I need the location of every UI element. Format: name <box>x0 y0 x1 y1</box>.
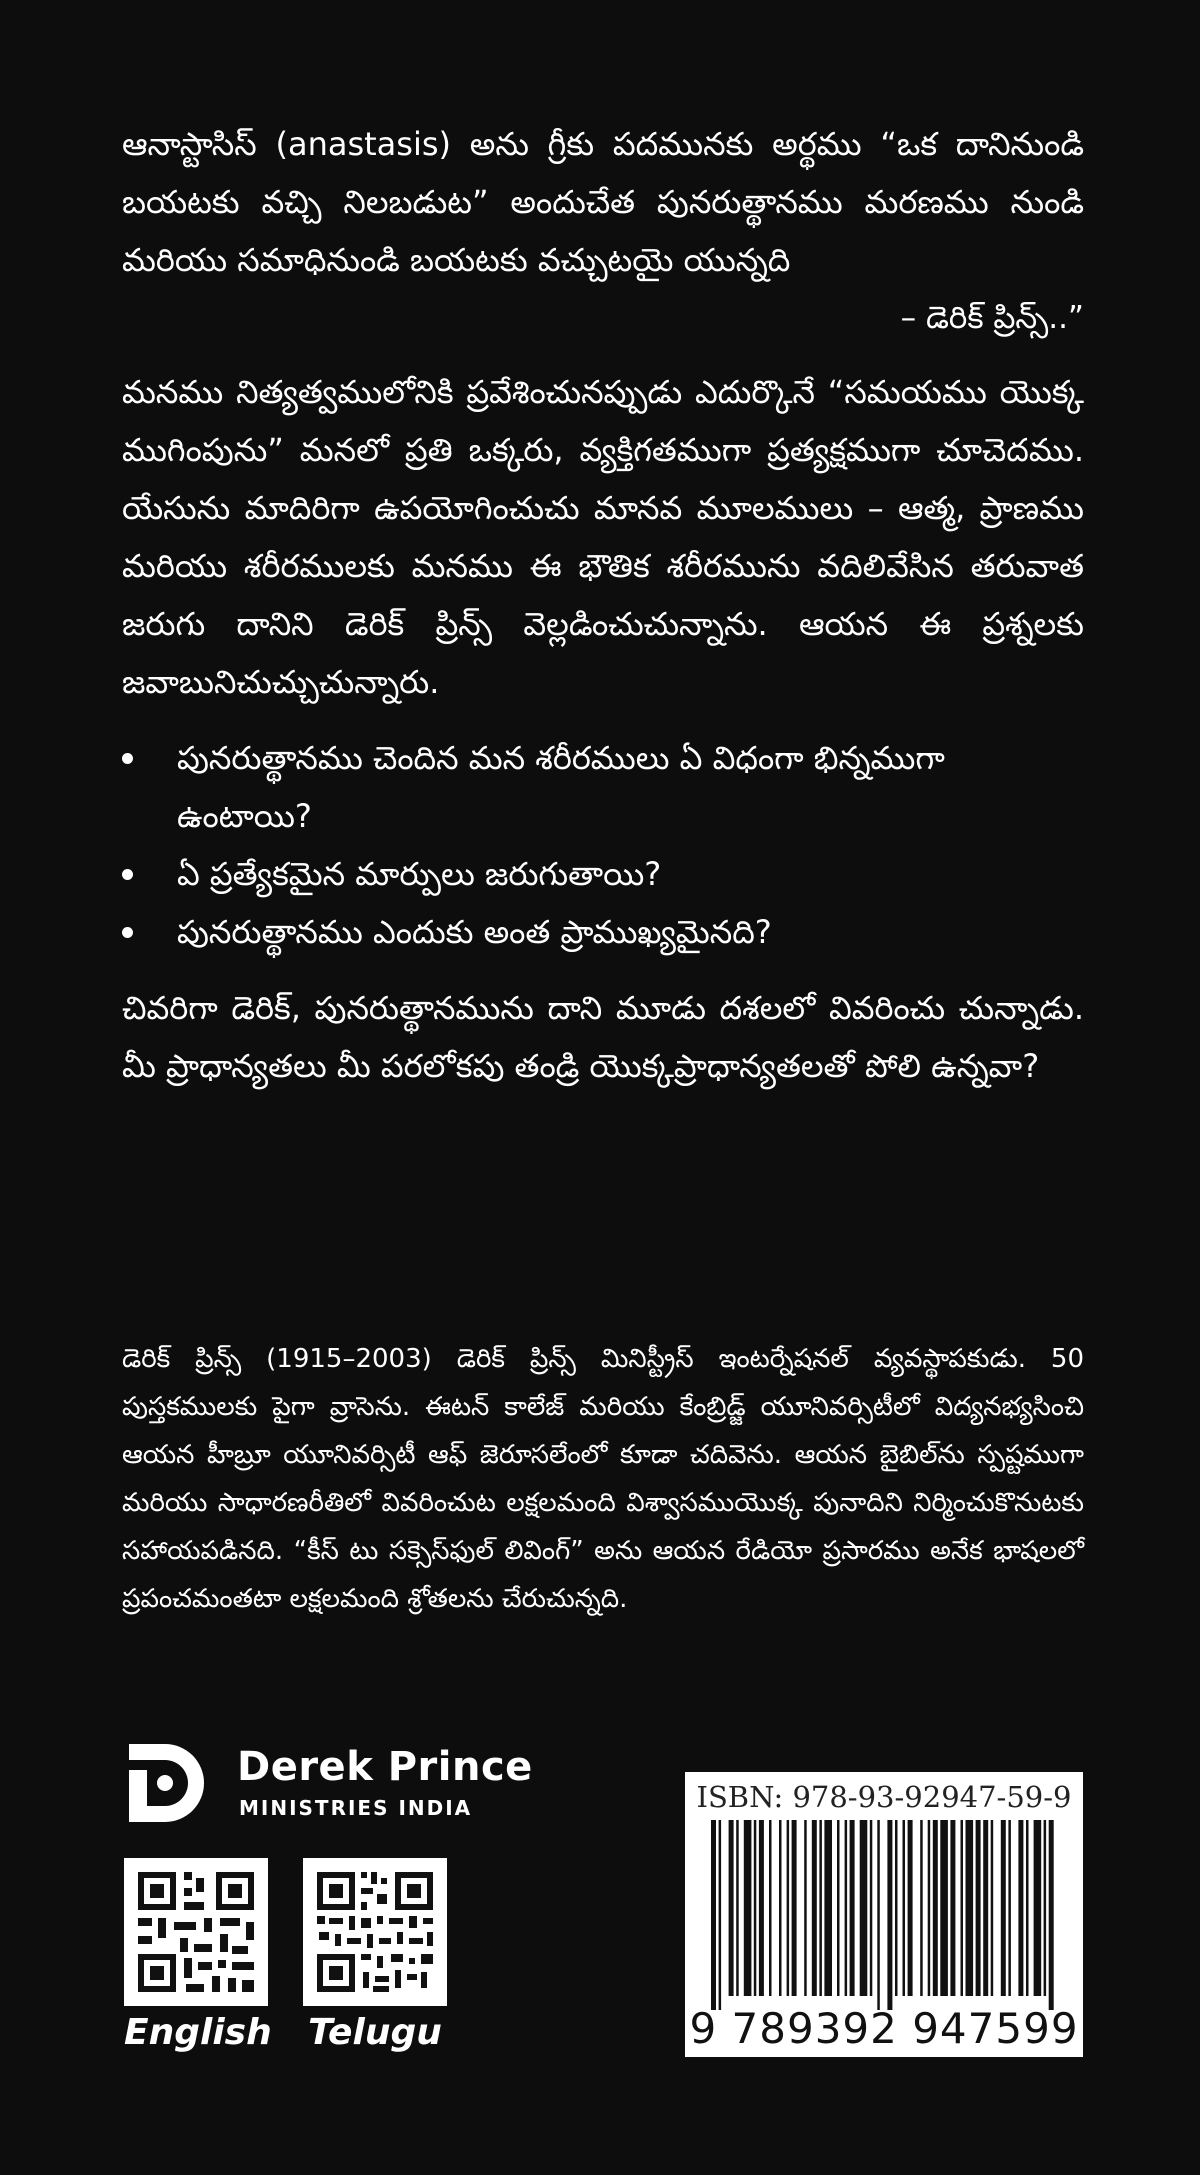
qr-code-english[interactable] <box>124 1858 268 2006</box>
barcode-bar <box>729 1820 734 1996</box>
barcode-bar <box>1034 1820 1042 1996</box>
barcode-bar <box>870 1820 873 1996</box>
bio-paragraph: డెరిక్ ప్రిన్స్ (1915–2003) డెరిక్ ప్రిన్స్ మినిస్ట్రీస్ ఇంటర్నేషనల్ వ్యవస్థాపకుడు. 50 పుస్తకములకు పైగా వ్రాసెను. ఈటన్ కాలేజ్ మరియు కేంబ్రిడ్జ్ యూనివర్సిటీలో విద్యనభ్యసించి ఆయన హీబ్రూ యూనివర్సిటీ ఆఫ్ జెరూసలేంలో కూడా చదివెను. ఆయన బైబిల్‌ను స్పష్టముగా మరియు సాధారణరీతిలో వివరించుట లక్షలమంది విశ్వాసముయొక్క పునాదిని నిర్మించుకొనుటకు సహాయపడినది. “కీస్ టు సక్సెస్‌ఫుల్ లివింగ్” అను ఆయన రేడియో ప్రసారము అనేక భాషలలో ప్రపంచమంతటా లక్షలమంది శ్రోతలను చేరుచున్నది. <box>122 1344 1084 1614</box>
description-paragraph: మనము నిత్యత్వములోనికి ప్రవేశించునప్పుడు ఎదుర్కొనే “సమయము యొక్క ముగింపును” మనలో ప్రతి ఒక్కరు, వ్యక్తిగతముగా ప్రత్యక్షముగా చూచెదము. యేసును మాదిరిగా ఉపయోగించుచు మానవ మూలములు – ఆత్మ, ప్రాణము మరియు శరీరములకు మనము ఈ భౌతిక శరీరమును వదిలివేసిన తరువాత జరుగు దానిని డెరిక్ ప్రిన్స్ వెల్లడించుచున్నాను. ఆయన ఈ ప్రశ్నలకు జవాబునిచుచ్చుచున్నారు. <box>122 373 1084 701</box>
barcode-bar <box>824 1820 832 1996</box>
intro-quote: ఆనాస్టాసిస్ (anastasis) అను గ్రీకు పదమునకు అర్థము “ఒక దానినుండి బయటకు వచ్చి నిలబడుట” అందుచేత పునరుత్థానము మరణము నుండి మరియు సమాధినుండి బయటకు వచ్చుటయై యున్నది <box>122 125 1084 279</box>
barcode-bar <box>860 1820 868 1996</box>
barcode-bars-icon <box>701 1820 1067 2010</box>
barcode-bar <box>966 1820 974 1996</box>
barcode-bar <box>1044 1820 1047 1996</box>
list-item: పునరుత్థానము ఎందుకు అంత ప్రాముఖ్యమైనది? <box>122 903 1084 961</box>
bullet-icon <box>122 753 133 764</box>
publisher-logo <box>125 1740 545 1830</box>
barcode-bar <box>837 1820 840 1996</box>
barcode-bar <box>819 1820 822 1996</box>
barcode-bar <box>1018 1820 1023 1996</box>
qr-code-telugu[interactable] <box>303 1858 447 2006</box>
barcode-bar <box>845 1820 848 1996</box>
qr-label-english: English <box>124 2012 272 2053</box>
barcode-bar <box>1049 1820 1054 2010</box>
barcode-bar <box>1008 1820 1011 1996</box>
barcode-bar <box>779 1820 782 1996</box>
question-list <box>122 729 1084 961</box>
barcode-bar <box>928 1820 931 1996</box>
list-item: ఏ ప్రత్యేకమైన మార్పులు జరుగుతాయి? <box>122 845 1084 903</box>
barcode-bar <box>961 1820 964 1996</box>
isbn-text: ISBN: 978-93-92947-59-9 <box>696 1780 1072 1814</box>
qr-label-telugu: Telugu <box>308 2012 442 2053</box>
barcode-bar <box>950 1820 955 1996</box>
barcode-bar <box>759 1820 764 1996</box>
barcode-bar <box>903 1820 906 1996</box>
book-blurb <box>122 115 1084 1095</box>
barcode-bar <box>933 1820 938 1996</box>
barcode-bar <box>1026 1820 1029 1996</box>
barcode-bar <box>711 1820 716 2010</box>
barcode-bar <box>812 1820 817 1996</box>
barcode-bar <box>736 1820 739 1996</box>
quote-attribution: – డెరిక్ ప్రిన్స్..” <box>900 300 1084 336</box>
bullet-icon <box>122 869 133 880</box>
barcode-bar <box>754 1820 757 1996</box>
barcode-bar <box>887 1820 892 2010</box>
author-bio <box>122 1335 1084 1623</box>
barcode-bar <box>908 1820 913 1996</box>
barcode-bar <box>895 1820 898 1996</box>
barcode-bar <box>850 1820 855 1996</box>
barcode-bar <box>983 1820 988 1996</box>
barcode-bar <box>769 1820 772 1996</box>
barcode-bar <box>976 1820 981 1996</box>
publisher-name: Derek Prince <box>237 1744 533 1790</box>
qr-code-icon <box>303 1858 447 2006</box>
isbn-barcode <box>685 1772 1083 2057</box>
barcode-digits: 9 789392 947599 <box>689 2004 1079 2053</box>
closing-paragraph: చివరిగా డెరిక్, పునరుత్థానమును దాని మూడు దశలలో వివరించు చున్నాడు. మీ ప్రాధాన్యతలు మీ పరలోకపు తండ్రి యొక్కప్రాధాన్యతలతో పోలి ఉన్నవా? <box>122 989 1084 1085</box>
barcode-bar <box>804 1820 807 1996</box>
bullet-icon <box>122 927 133 938</box>
list-item: పునరుత్థానము చెందిన మన శరీరములు ఏ విధంగా భిన్నముగా ఉంటాయి? <box>122 729 1084 845</box>
barcode-bar <box>744 1820 752 1996</box>
barcode-bar <box>719 1820 722 2010</box>
barcode-bar <box>792 1820 797 1996</box>
barcode-bar <box>1001 1820 1006 1996</box>
barcode-bar <box>991 1820 994 1996</box>
barcode-bar <box>787 1820 790 1996</box>
publisher-subtitle: MINISTRIES INDIA <box>239 1796 473 1820</box>
barcode-bar <box>940 1820 948 1996</box>
dpm-logo-icon <box>125 1740 211 1826</box>
barcode-bar <box>877 1820 880 2010</box>
qr-code-icon <box>124 1858 268 2006</box>
barcode-bar <box>920 1820 923 1996</box>
